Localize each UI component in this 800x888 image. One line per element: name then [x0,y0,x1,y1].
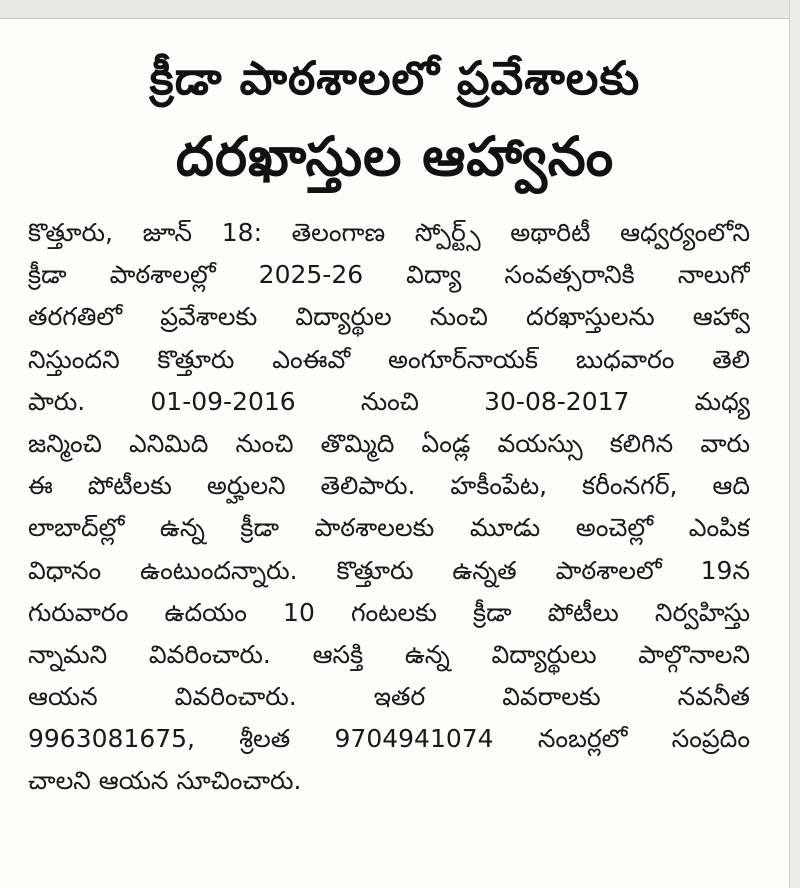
body-line: 9963081675, శ్రీలత 9704941074 నంబర్లలో సంప్రదిం [28,724,750,754]
body-line: చాలని ఆయన సూచించారు. [28,766,302,796]
headline-line-1: క్రీడా పాఠశాలలో ప్రవేశాలకు [149,51,641,105]
headline-line-2: దరఖాస్తుల ఆహ్వానం [175,125,615,188]
body-line: విధానం ఉంటుందన్నారు. కొత్తూరు ఉన్నత పాఠశాలలో 19న [28,555,750,585]
body-line: ఈ పోటీలకు అర్హులని తెలిపారు. హకీంపేట, కరీంనగర్, ఆది [28,471,750,501]
body-line: తరగతిలో ప్రవేశాలకు విద్యార్థుల నుంచి దరఖాస్తులను ఆహ్వా [28,302,750,332]
body-line: పారు. 01-09-2016 నుంచి 30-08-2017 మధ్య [28,386,750,416]
body-line: గురువారం ఉదయం 10 గంటలకు క్రీడా పోటీలు నిర్వహిస్తు [28,597,750,627]
body-line: క్రీడా పాఠశాలల్లో 2025-26 విద్యా సంవత్సరానికి నాలుగో [28,260,750,290]
body-line: కొత్తూరు, జూన్ 18: తెలంగాణ స్పోర్ట్స్ అథారిటీ ఆధ్వర్యంలోని [28,218,750,247]
clipping-right-edge [789,0,800,888]
body-line: నిస్తుందని కొత్తూరు ఎంఈవో అంగూర్‌నాయక్ బుధవారం తెలి [28,344,750,374]
body-line: జన్మించి ఎనిమిది నుంచి తొమ్మిది ఏండ్ల వయస్సు కలిగిన వారు [28,428,750,458]
clipping-top-edge [0,0,800,19]
article-body [28,212,750,803]
body-line: లాబాద్‌ల్లో ఉన్న క్రీడా పాఠశాలలకు మూడు అంచెల్లో ఎంపిక [28,513,750,543]
body-line: ఆయన వివరించారు. ఇతర వివరాలకు నవనీత [28,682,750,712]
body-line: న్నామని వివరించారు. ఆసక్తి ఉన్న విద్యార్థులు పాల్గొనాలని [28,639,750,669]
